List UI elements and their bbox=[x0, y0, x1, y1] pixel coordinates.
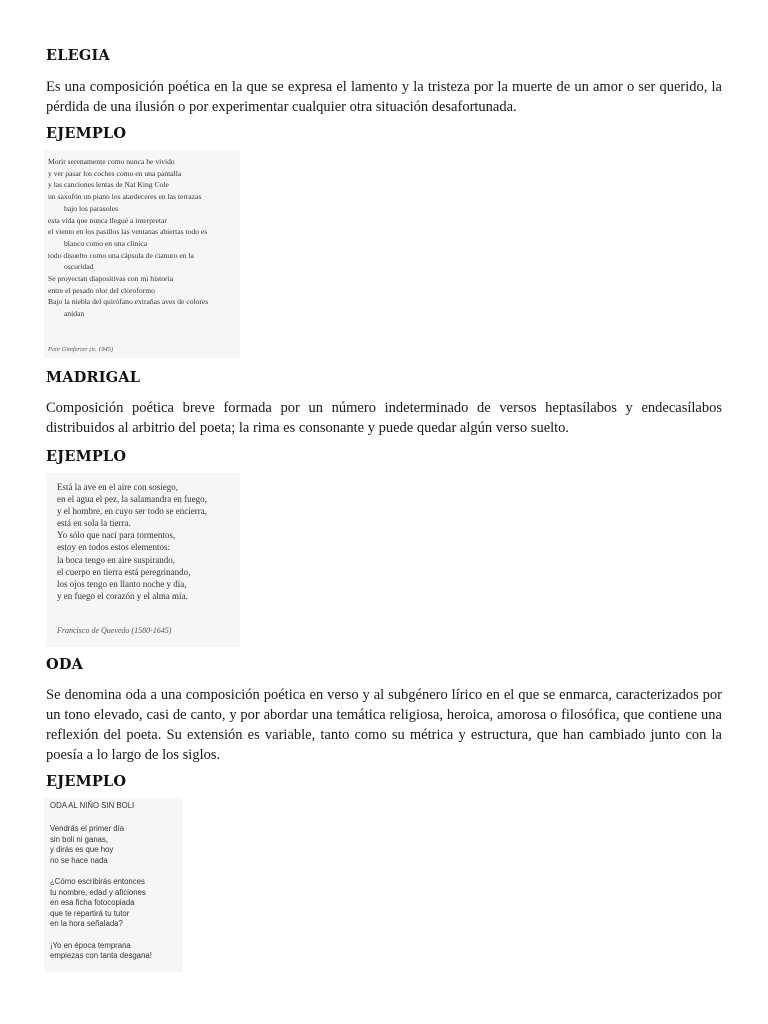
elegia-credit: Pere Gimferrer (n. 1945) bbox=[48, 346, 114, 353]
elegia-example-label: EJEMPLO bbox=[46, 125, 127, 142]
madrigal-poem bbox=[57, 481, 207, 602]
poem-line: el viento en los pasillos las ventanas abiertas todo es bbox=[48, 227, 208, 237]
poem-line: todo disuelto como una cápsula de cianuro en la bbox=[48, 250, 194, 260]
poem-line: entre el pesado olor del cloroformo bbox=[48, 285, 155, 295]
madrigal-example-image bbox=[46, 473, 240, 647]
poem-line: el cuerpo en tierra está peregrinando, bbox=[57, 566, 191, 577]
elegia-poem bbox=[48, 156, 208, 320]
madrigal-credit: Francisco de Quevedo (1580-1645) bbox=[57, 626, 172, 635]
poem-line: y el hombre, en cuyo ser todo se encierra, bbox=[57, 506, 207, 517]
poem-line: está en sola la tierra. bbox=[57, 518, 131, 529]
madrigal-definition: Composición poética breve formada por un número indeterminado de versos heptasílabos y endecasílabos distribuidos al arbitrio del poeta; la rima es consonante y puede quedar algún verso suelto. bbox=[46, 400, 722, 436]
poem-line: no se hace nada bbox=[50, 855, 108, 865]
poem-line: que te repartirá tu tutor bbox=[50, 908, 130, 918]
poem-line: en la hora señalada? bbox=[50, 919, 123, 929]
oda-definition: Se denomina oda a una composición poética en verso y al subgénero lírico en el que se enmarca, caracterizados por un tono elevado, casi de canto, y por abordar una temática religiosa, heroica, amorosa o filosófica, que contiene una reflexión del poeta. Su extensión es variable, tanto como su métrica y estructura, que han cambiado junto con la poesía a lo largo de los siglos. bbox=[46, 687, 722, 763]
poem-line bbox=[50, 866, 152, 877]
oda-example-image bbox=[44, 798, 182, 972]
oda-heading: ODA bbox=[46, 656, 84, 673]
poem-line: ¿Cómo escribirás entonces bbox=[50, 876, 145, 886]
poem-line: empiezas con tanta desgana! bbox=[50, 951, 152, 961]
poem-line: y las canciones lentas de Nat King Cole bbox=[48, 180, 169, 190]
madrigal-example-label: EJEMPLO bbox=[46, 448, 127, 465]
poem-line: los ojos tengo en llanto noche y día, bbox=[57, 578, 187, 589]
poem-line: Morir serenamente como nunca he vivido bbox=[48, 157, 175, 166]
poem-line bbox=[50, 930, 152, 941]
poem-line: en el agua el pez, la salamandra en fuego, bbox=[57, 494, 207, 505]
poem-line: ¡Yo en época temprana bbox=[50, 940, 131, 950]
poem-line: en esa ficha fotocopiada bbox=[50, 898, 135, 908]
poem-line: oscuridad bbox=[64, 262, 94, 272]
poem-line: blanco como en una clínica bbox=[64, 238, 148, 248]
oda-poem bbox=[50, 824, 152, 962]
poem-line: tu nombre, edad y aficiones bbox=[50, 887, 146, 897]
poem-line: Yo sólo que nací para tormentos, bbox=[57, 530, 176, 541]
poem-line: esta vida que nunca llegué a interpretar bbox=[48, 215, 167, 225]
poem-line: y ver pasar los coches como en una pantalla bbox=[48, 168, 182, 178]
poem-line: anidan bbox=[64, 309, 85, 319]
elegia-definition: Es una composición poética en la que se expresa el lamento y la tristeza por la muerte de un amor o ser querido, la pérdida de una ilusión o por experimentar cualquier otra situación desafortunada. bbox=[46, 79, 722, 115]
madrigal-heading: MADRIGAL bbox=[46, 369, 141, 386]
poem-line: Se proyectan diapositivas con mi historia bbox=[48, 274, 174, 284]
poem-line: sin boli ni ganas, bbox=[50, 834, 109, 844]
oda-poem-title: ODA AL NIÑO SIN BOLI bbox=[50, 801, 135, 810]
poem-line: Está la ave en el aire con sosiego, bbox=[57, 482, 178, 492]
poem-line: y en fuego el corazón y el alma mía. bbox=[57, 590, 188, 601]
elegia-heading: ELEGIA bbox=[46, 47, 110, 64]
oda-example-label: EJEMPLO bbox=[46, 773, 127, 790]
poem-line: estoy en todos estos elementos: bbox=[57, 542, 170, 553]
poem-line: bajo los parasoles bbox=[64, 203, 118, 213]
poem-line: y dirás es que hoy bbox=[50, 845, 114, 855]
poem-line: la boca tengo en aire suspirando, bbox=[57, 554, 175, 565]
poem-line: Vendrás el primer día bbox=[50, 824, 125, 833]
elegia-example-image bbox=[44, 150, 240, 358]
poem-line: Bajo la niebla del quirófano extrañas aves de colores bbox=[48, 297, 209, 307]
poem-line: un saxofón un piano los atardeceres en las terrazas bbox=[48, 192, 202, 202]
